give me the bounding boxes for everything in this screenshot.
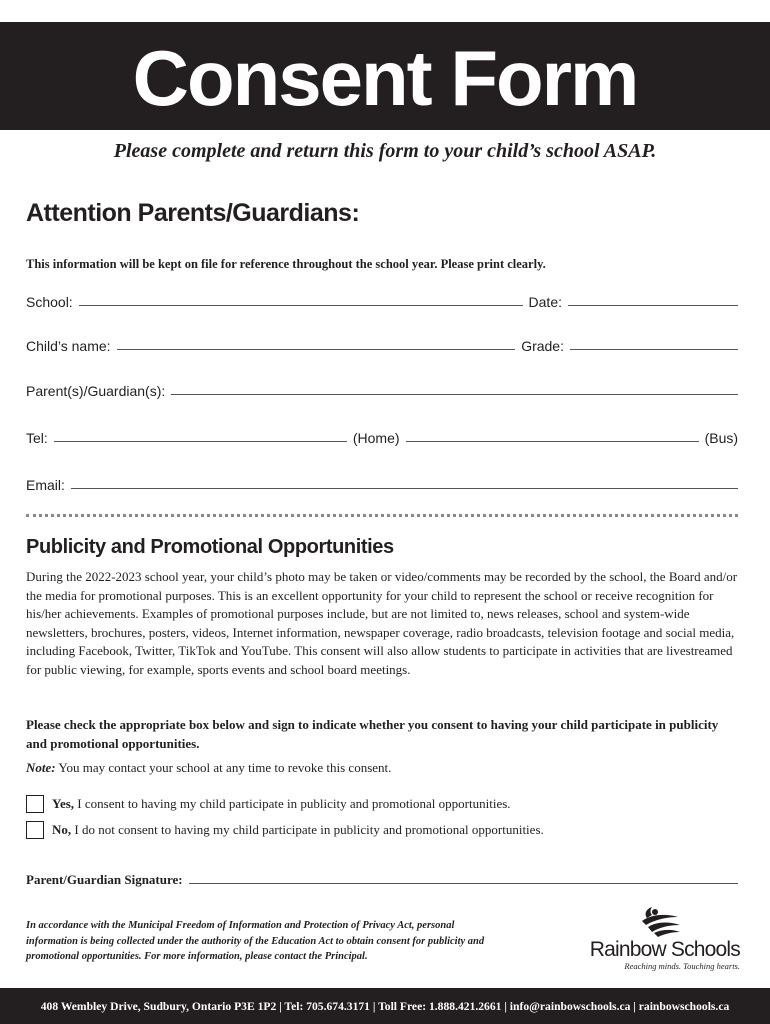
note-text: You may contact your school at any time to revoke this consent. [58, 760, 392, 775]
yes-label: Yes, [52, 796, 75, 811]
consent-instructions: Please check the appropriate box below and sign to indicate whether you consent to having your child participate in publicity and promotional opportunities. [26, 717, 719, 751]
child-name-label: Child’s name: [26, 338, 111, 354]
yes-text: I consent to having my child participate in publicity and promotional opportunities. [77, 796, 511, 811]
signature-row [26, 870, 738, 888]
intro-text: This information will be kept on file for reference throughout the school year. Please print clearly. [26, 257, 546, 271]
note [26, 760, 391, 776]
home-phone-field[interactable] [54, 440, 347, 442]
parents-label: Parent(s)/Guardian(s): [26, 383, 166, 399]
no-label: No, [52, 822, 72, 837]
home-label: (Home) [352, 430, 400, 446]
school-field[interactable] [79, 304, 523, 306]
tel-label: Tel: [26, 430, 48, 446]
school-date-row [26, 290, 738, 310]
child-grade-row [26, 334, 738, 354]
page-title: Consent Form [132, 34, 638, 122]
email-row [26, 473, 738, 493]
bus-phone-field[interactable] [406, 440, 699, 442]
grade-label: Grade: [521, 338, 564, 354]
tel-row [26, 426, 738, 446]
signature-field[interactable] [189, 883, 738, 884]
consent-yes-option [26, 795, 511, 813]
signature-label: Parent/Guardian Signature: [26, 872, 183, 887]
footer-contact: 408 Wembley Drive, Sudbury, Ontario P3E 1P2 | Tel: 705.674.3171 | Toll Free: 1.888.421.2661 | info@rainbowschools.ca | rainbowschools.ca [0, 988, 770, 1024]
subtitle: Please complete and return this form to your child’s school ASAP. [113, 140, 657, 162]
yes-checkbox[interactable] [26, 795, 44, 813]
grade-field[interactable] [570, 348, 738, 350]
date-field[interactable] [568, 304, 738, 306]
school-crest-icon [638, 905, 682, 937]
no-checkbox[interactable] [26, 821, 44, 839]
parents-row [26, 379, 738, 399]
rainbow-schools-logo [580, 905, 740, 975]
publicity-heading: Publicity and Promotional Opportunities [26, 536, 394, 558]
publicity-body: During the 2022-2023 school year, your child’s photo may be taken or video/comments may be recorded by the school, the Board and/or the media for promotional purposes. This is an excellent opportunity for your child to represent the school or receive recognition for his/her achievements. Examples of promotional purposes include, but are not limited to, news releases, school and system-wide newsletters, brochures, posters, videos, Internet information, newspaper coverage, radio broadcasts, television footage and social media, including Facebook, Twitter, TikTok and YouTube. This consent will also allow students to participate in activities that are livestreamed for public viewing, for example, sports events and school board meetings. [26, 569, 738, 677]
attention-heading: Attention Parents/Guardians: [26, 199, 360, 227]
dotted-divider [26, 514, 738, 517]
parents-field[interactable] [171, 393, 738, 395]
school-label: School: [26, 294, 73, 310]
date-label: Date: [528, 294, 562, 310]
privacy-notice: In accordance with the Municipal Freedom of Information and Protection of Privacy Act, personal information is being collected under the authority of the Education Act to obtain consent for publicity and promotional opportunities. For more information, please contact the Principal. [26, 920, 485, 962]
email-label: Email: [26, 477, 65, 493]
note-label: Note: [26, 760, 56, 775]
bus-label: (Bus) [704, 430, 739, 446]
logo-tagline: Reaching minds. Touching hearts. [624, 961, 740, 971]
child-name-field[interactable] [117, 348, 516, 350]
header-band [0, 22, 770, 130]
email-field[interactable] [71, 487, 738, 489]
no-text: I do not consent to having my child participate in publicity and promotional opportunities. [74, 822, 544, 837]
logo-name: Rainbow Schools [589, 938, 740, 961]
consent-no-option [26, 821, 544, 839]
